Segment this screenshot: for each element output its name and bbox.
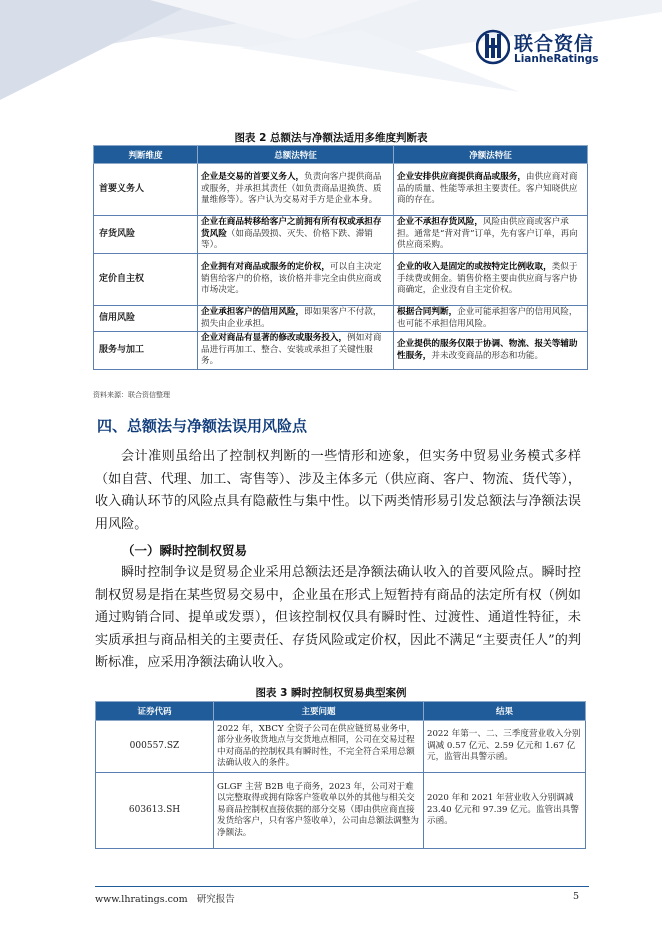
table-row [94,332,588,370]
net-method-cell [394,332,588,370]
detail-text: 并未改变商品的形态和功能。 [431,350,544,361]
table-header-row [96,702,586,721]
key-phrase: 企业提供的服务仅限于协调、物流、报关等辅助性服务， [397,339,578,361]
column-header: 总额法特征 [198,146,394,164]
key-phrase: 企业的收入是固定的或按特定比例收取， [397,262,552,273]
key-phrase: 企业对商品有显著的修改或服务投入， [201,333,348,344]
table-row [96,721,586,773]
column-header: 结果 [424,702,586,721]
detail-text: 类似于手续费或佣金。销售价格主要由供应商与客户协商确定，企业没有自主定价权。 [397,262,578,296]
detail-text: 可以自主决定销售给客户的价格，该价格并非完全由供应商或市场决定。 [201,262,382,296]
key-phrase: 企业不承担存货风险， [397,217,483,228]
body-paragraph: 瞬时控制争议是贸易企业采用总额法还是净额法确认收入的首要风险点。瞬时控制权贸易是指在某些贸易交易中，企业虽在形式上短暂持有商品的法定所有权（例如通过购销合同、提单或发票），但该控制权仅具有瞬时性、过渡性、通道性特征，未实质承担与商品相关的主要责任、存货风险或定价权，因此不满足“主要责任人”的判断标准，应采用净额法确认收入。 [95,565,581,671]
table1-caption: 图表 2 总额法与净额法适用多维度判断表 [234,132,428,144]
logo-mark-icon [476,28,510,66]
table-row [94,306,588,332]
key-phrase: 企业承担客户的信用风险， [201,307,305,317]
issue-cell: GLGF 主营 B2B 电子商务，2023 年，公司对于难以完整取得或拥有除客户签收单以外的其他与相关交易商品控制权直接依据的部分交易（即由供应商直接发货给客户，只有客户签收单），公司由总额法调整为净额法。 [214,773,424,849]
net-method-cell [394,254,588,306]
table-header-row [94,146,588,164]
table2-caption: 图表 3 瞬时控制权贸易典型案例 [255,687,407,699]
gross-method-cell [198,216,394,254]
issue-cell: 2022 年，XBCY 全资子公司在供应链贸易业务中，部分业务收货地点与交货地点相同，公司在交易过程中对商品的控制权具有瞬时性，不完全符合采用总额法确认收入的条件。 [214,721,424,773]
section-heading: 四、总额法与净额法误用风险点 [97,417,308,435]
footer-url: www.lhratings.com [95,894,188,905]
table1-source: 资料来源：联合资信整理 [93,391,170,399]
footer-site [95,891,235,905]
detail-text: 负责向客户提供商品或服务，并承担其责任（如负责商品退换货、质量维修等）。客户认为交易对手方是企业本身。 [201,172,382,206]
footer-label: 研究报告 [196,894,235,905]
key-phrase: 企业安排供应商提供商品或服务， [397,172,526,183]
sub-heading: （一）瞬时控制权贸易 [122,543,248,558]
security-code-cell: 603613.SH [96,773,214,849]
detail-text: 即如果客户不付款，损失由企业承担。 [201,307,382,329]
row-dimension: 首要义务人 [94,164,198,216]
security-code-cell: 000557.SZ [96,721,214,773]
key-phrase: 根据合同判断， [397,307,458,317]
row-dimension: 存货风险 [94,216,198,254]
company-logo [476,28,626,72]
net-method-cell [394,216,588,254]
column-header: 净额法特征 [394,146,588,164]
row-dimension: 信用风险 [94,306,198,332]
table-row [96,773,586,849]
judgment-table [93,145,588,370]
column-header: 主要问题 [214,702,424,721]
page-number: 5 [573,891,580,902]
logo-text-en: LianheRatings [514,53,599,65]
detail-text: 例如对商品进行再加工、整合、安装或承担了关键性服务。 [201,333,382,367]
column-header: 证券代码 [96,702,214,721]
detail-text: 由供应商对商品的质量、性能等承担主要责任。客户知晓供应商的存在。 [397,172,578,206]
footer-divider [95,886,589,887]
key-phrase: 企业拥有对商品或服务的定价权， [201,262,330,273]
table-row [94,254,588,306]
detail-text: （如商品毁损、灭失、价格下跌、滞销等）。 [201,228,373,251]
key-phrase: 企业在商品转移给客户之前拥有所有权或承担存货风险 [201,217,382,239]
result-cell: 2020 年和 2021 年营业收入分别调减 23.40 亿元和 97.39 亿元。监管出具警示函。 [424,773,586,849]
net-method-cell [394,164,588,216]
detail-text: 风险由供应商或客户承担。通常是“背对背”订单，先有客户订单，再向供应商采购。 [397,217,578,251]
gross-method-cell [198,332,394,370]
gross-method-cell [198,306,394,332]
column-header: 判断维度 [94,146,198,164]
net-method-cell [394,306,588,332]
table-row [94,216,588,254]
gross-method-cell [198,254,394,306]
case-table [95,701,586,849]
table-row [94,164,588,216]
key-phrase: 企业是交易的首要义务人， [201,172,305,183]
detail-text: 企业可能承担客户的信用风险，也可能不承担信用风险。 [397,307,578,329]
gross-method-cell [198,164,394,216]
intro-paragraph: 会计准则虽给出了控制权判断的一些情形和迹象，但实务中贸易业务模式多样（如自营、代理、加工、寄售等）、涉及主体多元（供应商、客户、物流、货代等），收入确认环节的风险点具有隐蔽性与集中性。以下两类情形易引发总额法与净额法误用风险。 [95,449,581,532]
row-dimension: 服务与加工 [94,332,198,370]
row-dimension: 定价自主权 [94,254,198,306]
result-cell: 2022 年第一、二、三季度营业收入分别调减 0.57 亿元、2.59 亿元和 1.67 亿元，监管出具警示函。 [424,721,586,773]
logo-text-cn: 联合资信 [514,33,595,55]
